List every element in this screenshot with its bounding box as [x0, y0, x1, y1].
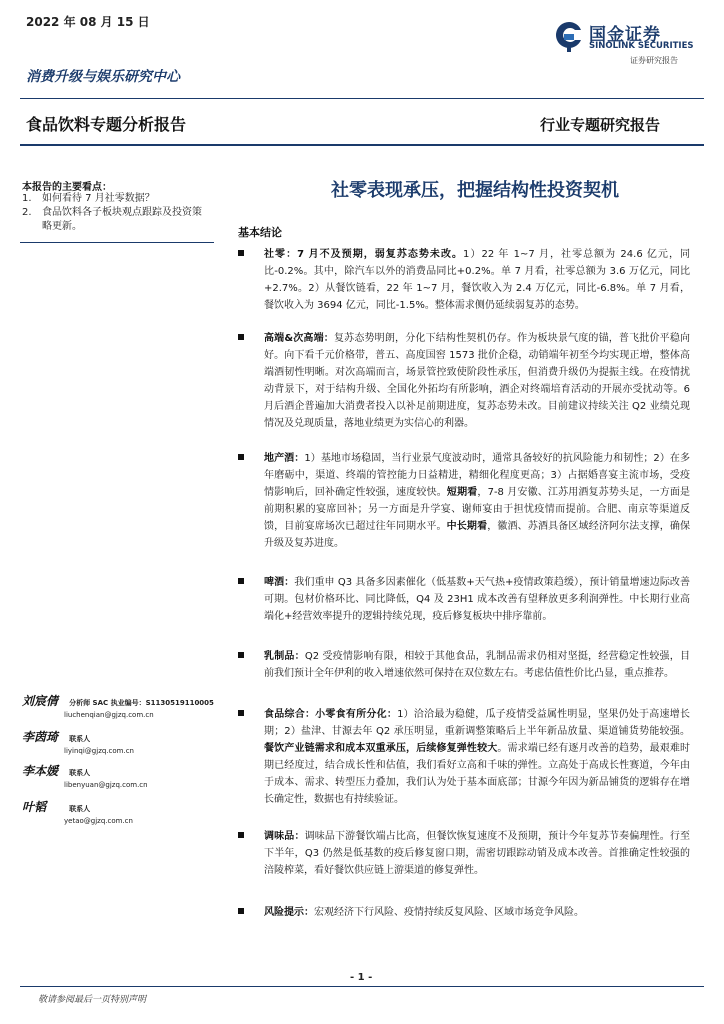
highlight-number: 2.	[22, 207, 32, 218]
paragraph-label: 高端&次高端：	[264, 333, 334, 344]
section-heading: 基本结论	[238, 226, 282, 239]
paragraph-text: 调味品下游餐饮端占比高，但餐饮恢复速度不及预期，预计今年复苏节奏偏理性。行至下半年，Q3 仍然是低基数的疫后修复窗口期，需密切跟踪动销及成本改善。首推确定性较强的涪陵榨菜，看好餐饮供应链上游渠道的修复弹性。	[264, 831, 691, 876]
bullet-icon	[238, 652, 244, 658]
long-term-label: 中长期看	[446, 521, 488, 532]
analyst-name: 李茵琦	[22, 730, 59, 744]
bullet-icon	[238, 908, 244, 914]
bullet-icon	[238, 578, 244, 584]
paragraph-high-end-liquor	[238, 330, 690, 432]
paragraph-risks	[238, 904, 690, 921]
logo-subtitle: 证券研究报告	[630, 56, 678, 65]
analyst-role: 联系人	[69, 805, 91, 813]
paragraph-text: 我们重申 Q3 具备多因素催化（低基数+天气热+疫情政策趋缓），预计销量增速边际改善可期。包材价格环比、同比降低，Q4 及 23H1 成本改善有望释放更多利润弹性。中长期行业高端化+经营效率提升的逻辑持续兑现，疫后修复板块中排序靠前。	[264, 577, 690, 622]
paragraph-condiments	[238, 828, 690, 879]
research-center: 消费升级与娱乐研究中心	[26, 69, 180, 85]
analyst-role: 联系人	[69, 735, 91, 743]
paragraph-retail-sales	[238, 246, 690, 314]
paragraph-label: 食品综合：小零食有所分化：	[264, 709, 398, 720]
analyst-email[interactable]: liyinqi@gjzq.com.cn	[64, 747, 134, 755]
analyst-role: 联系人	[69, 769, 91, 777]
bullet-icon	[238, 250, 244, 256]
analyst-email[interactable]: yetao@gjzq.com.cn	[64, 817, 133, 825]
paragraph-text: 宏观经济下行风险、疫情持续反复风险、区域市场竞争风险。	[314, 907, 584, 918]
paragraph-text: ，7-8 月安徽、江苏用酒复苏势头足，一方面是前期积累的宴席回补；另一方面是升学宴、谢师宴由于担忧疫情而提前。合肥、南京等渠道反馈，目前宴席场次已超过往年同期水平。	[264, 487, 691, 532]
header-divider-top	[20, 98, 704, 99]
highlight-item	[22, 206, 207, 234]
bullet-icon	[238, 832, 244, 838]
paragraph-text: ，徽酒、苏酒具备区域经济阿尔法支撑，确保升级及复苏进度。	[264, 521, 691, 549]
analyst-card	[22, 726, 222, 755]
sidebar-divider	[20, 242, 214, 243]
paragraph-beer	[238, 574, 690, 625]
paragraph-dairy	[238, 648, 690, 682]
page-number: - 1 -	[350, 972, 373, 983]
key-point: 餐饮产业链需求和成本双重承压，后续修复弹性较大	[264, 743, 498, 754]
paragraph-regional-liquor	[238, 450, 690, 552]
header-divider-bottom	[20, 144, 704, 146]
logo-english-name: SINOLINK SECURITIES	[589, 41, 694, 51]
bullet-icon	[238, 454, 244, 460]
analyst-name: 李本媛	[22, 764, 59, 778]
paragraph-label: 乳制品：	[264, 651, 305, 662]
paragraph-food	[238, 706, 690, 808]
paragraph-label: 地产酒：	[264, 453, 305, 464]
analyst-email[interactable]: liuchenqian@gjzq.com.cn	[64, 711, 154, 719]
paragraph-label: 调味品：	[264, 831, 305, 842]
bullet-icon	[238, 710, 244, 716]
analyst-card	[22, 796, 222, 825]
highlight-text: 食品饮料各子板块观点跟踪及投资策略更新。	[42, 207, 202, 232]
paragraph-text: 1）22 年 1~7 月，社零总额为 24.6 亿元，同比-0.2%。其中，除汽车以外的消费品同比+0.2%。单 7 月看，社零总额为 3.6 万亿元，同比+2.7%。2）从餐饮链看，22 年 1~7 月，餐饮收入为 2.4 万亿元，同比-6.8%。单 7 月看，餐饮收入为 3694 亿元，同比-1.5%。整体需求侧仍延续弱复苏的态势。	[264, 249, 690, 311]
bullet-icon	[238, 334, 244, 340]
sinolink-logo-icon	[555, 20, 583, 54]
paragraph-label: 啤酒：	[264, 577, 295, 588]
paragraph-label: 社零：7 月不及预期，弱复苏态势未改。	[264, 249, 464, 260]
analyst-card	[22, 760, 222, 789]
paragraph-text: 复苏态势明朗，分化下结构性契机仍存。作为板块景气度的锚，普飞批价平稳向好。向下看千元价格带，普五、高度国窖 1573 批价企稳，动销端年初至今均实现正增，整体高端酒韧性明晰。对次高端而言，场景管控致使阶段性承压，但消费升级仍为提振主线。在疫情扰动背景下，对于结构升级、全国化外拓均有所影响，酒企对终端培育活动的开展亦受扰动等。6 月后酒企普遍加大消费者投入以补足前期进度，复苏态势未改。目前建议持续关注 Q2 业绩兑现情况及兑现质量，落地业绩更为实信心的利器。	[264, 333, 690, 429]
footer-divider	[20, 986, 704, 987]
report-title: 食品饮料专题分析报告	[26, 115, 187, 134]
analyst-email[interactable]: libenyuan@gjzq.com.cn	[64, 781, 148, 789]
analyst-role: 分析师 SAC 执业编号：S1130519110005	[69, 699, 214, 707]
highlights-list	[22, 192, 207, 234]
paragraph-text: 1）洽洽最为稳健，瓜子疫情受益属性明显，坚果仍处于高速增长期；2）盐津、甘源去年 Q2 承压明显，重新调整策略后上半年新品放量、渠道铺货势能较强。	[264, 709, 690, 737]
paragraph-text: Q2 受疫情影响有限，相较于其他食品，乳制品需求仍相对坚挺，经营稳定性较强，目前我们预计全年伊利的收入增速依然可保持在双位数左右。考虑估值性价比凸显，重点推荐。	[264, 651, 690, 679]
report-type: 行业专题研究报告	[540, 116, 661, 134]
highlight-number: 1.	[22, 193, 32, 204]
analyst-name: 刘宸倩	[22, 694, 59, 708]
analyst-name: 叶韬	[22, 800, 47, 814]
highlights-title: 本报告的主要看点：	[22, 182, 112, 193]
logo-chinese-name: 国金证券	[589, 25, 661, 45]
footer-disclaimer[interactable]: 敬请参阅最后一页特别声明	[38, 995, 147, 1005]
document-title: 社零表现承压，把握结构性投资契机	[331, 180, 619, 201]
paragraph-text: 1）基地市场稳固，当行业景气度波动时，通常具备较好的抗风险能力和韧性；2）在多年磨砺中，渠道、终端的管控能力日益精进，精细化程度更高；3）占据婚喜宴主流市场，受疫情影响后，回补确定性较强，速度较快。	[264, 453, 690, 498]
highlight-text: 如何看待 7 月社零数据？	[42, 193, 155, 204]
paragraph-label: 风险提示：	[264, 907, 314, 918]
report-date: 2022 年 08 月 15 日	[26, 15, 150, 29]
highlight-item	[22, 192, 207, 206]
paragraph-text: 。需求端已经有逐月改善的趋势，最艰难时期已经度过，结合成长性和估值，我们看好立高和千味的弹性。立高处于高成长性赛道，今年由于成本、需求、转型压力叠加，我们认为处于基本面底部；甘源今年因为新品铺货的逻辑存在增长确定性，数据也有持续验证。	[264, 743, 691, 805]
analyst-card	[22, 690, 222, 719]
short-term-label: 短期看	[446, 487, 478, 498]
